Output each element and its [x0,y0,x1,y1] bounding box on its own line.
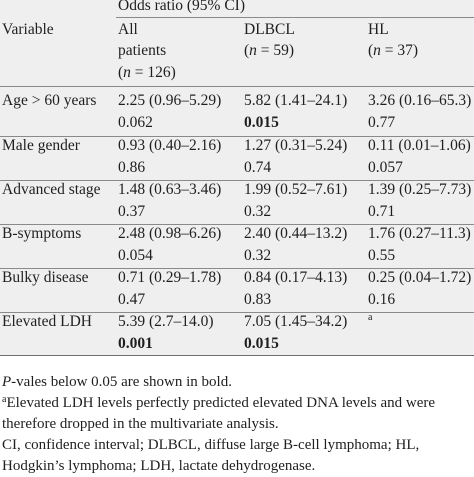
cell-hl-or: 3.26 (0.16–65.3) [368,92,472,109]
header-dlbcl-line1: DLBCL [244,21,295,38]
cell-hl-p: 0.55 [368,247,396,264]
header-all-line2: patients [118,42,167,59]
footnote-abbrev-line1: CI, confidence interval; DLBCL, diffuse large B-cell lymphoma; HL, [2,437,420,453]
cell-hl-or: 1.39 (0.25–7.73) [368,181,472,198]
header-hl-line1: HL [368,21,389,38]
cell-hl-or: 0.25 (0.04–1.72) [368,269,472,286]
cell-all-or: 2.48 (0.98–6.26) [118,225,222,242]
cell-all-p: 0.062 [118,114,153,131]
cell-hl-p: 0.057 [368,159,403,176]
cell-dlbcl-or: 1.99 (0.52–7.61) [244,181,348,198]
cell-dlbcl-or: 0.84 (0.17–4.13) [244,269,348,286]
row-variable: Bulky disease [2,269,89,286]
header-group-title: Odds ratio (95% CI) [118,0,245,14]
row-variable: Male gender [2,137,80,154]
header-group-rule [116,17,474,18]
header-all-line1: All [118,21,138,38]
header-all-n: (n = 126) [118,64,176,81]
cell-all-p: 0.86 [118,159,146,176]
row-variable: Elevated LDH [2,313,92,330]
table-bottom-rule [0,355,474,356]
cell-hl-p: 0.16 [368,291,396,308]
cell-dlbcl-or: 2.40 (0.44–13.2) [244,225,348,242]
cell-all-p: 0.47 [118,291,146,308]
row-variable: B-symptoms [2,225,82,242]
cell-hl-p: 0.77 [368,114,396,131]
cell-hl-or: 1.76 (0.27–11.3) [368,225,471,242]
footnote-a-line1: $^a$Elevated LDH levels perfectly predicted elevated DNA levels and were [2,394,436,411]
header-hl-n: (n = 37) [368,42,419,59]
cell-hl-p: 0.71 [368,203,396,220]
row-variable: Advanced stage [2,181,101,198]
cell-dlbcl-p: 0.74 [244,159,272,176]
cell-dlbcl-or: 1.27 (0.31–5.24) [244,137,348,154]
cell-dlbcl-p: 0.32 [244,203,272,220]
cell-all-p: 0.37 [118,203,146,220]
cell-all-p: 0.054 [118,247,153,264]
cell-hl-or: 0.11 (0.01–1.06) [368,137,471,154]
cell-dlbcl-p: 0.83 [244,291,272,308]
cell-all-or: 1.48 (0.63–3.46) [118,181,222,198]
footnote-abbrev-line2: Hodgkin’s lymphoma; LDH, lactate dehydrogenase. [2,458,316,474]
row-variable: Age > 60 years [2,92,97,109]
cell-dlbcl-p: 0.32 [244,247,272,264]
header-variable: Variable [2,21,54,38]
footnote-pvalue: P-vales below 0.05 are shown in bold. [2,374,232,390]
cell-hl-or [368,313,372,333]
cell-all-or: 0.71 (0.29–1.78) [118,269,222,286]
cell-dlbcl-p: 0.015 [244,114,279,131]
cell-all-p: 0.001 [118,335,153,352]
footnote-marker: a [368,312,373,323]
header-dlbcl-n: (n = 59) [244,42,295,59]
cell-all-or: 5.39 (2.7–14.0) [118,313,214,330]
cell-dlbcl-p: 0.015 [244,335,279,352]
header-bottom-rule [0,86,474,87]
cell-all-or: 0.93 (0.40–2.16) [118,137,222,154]
cell-all-or: 2.25 (0.96–5.29) [118,92,222,109]
cell-dlbcl-or: 7.05 (1.45–34.2) [244,313,348,330]
cell-dlbcl-or: 5.82 (1.41–24.1) [244,92,348,109]
footnote-a-line2: therefore dropped in the multivariate analysis. [2,416,279,432]
